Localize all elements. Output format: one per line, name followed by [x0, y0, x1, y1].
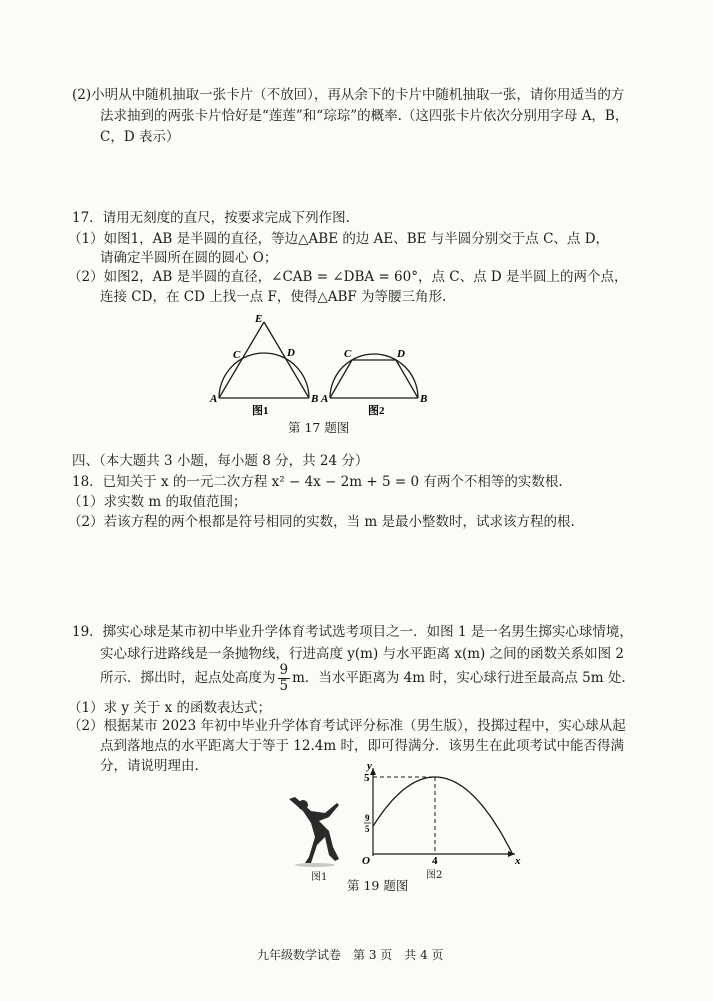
- q17-fig2: [320, 310, 430, 425]
- q19-fig1-caption: 图1: [311, 872, 328, 883]
- q18-line2: （1）求实数 m 的取值范围；: [68, 494, 247, 510]
- fig2-label-a: A: [321, 393, 329, 405]
- q19-line2: 实心球行进路线是一条抛物线，行进高度 y(m) 与水平距离 x(m) 之间的函数关系如图 2: [100, 646, 624, 662]
- fig1-label-d: D: [287, 347, 295, 359]
- q19-graph: [355, 760, 525, 880]
- q17-line1: 17．请用无刻度的直尺，按要求完成下列作图.: [72, 210, 350, 226]
- q19-frac-num: 9: [279, 662, 289, 678]
- fig1-label-b: B: [311, 393, 319, 405]
- q19-line3-b: m．当水平距离为 4m 时，实心球行进至最高点 5m 处.: [292, 670, 626, 686]
- q19-frac-den: 5: [279, 678, 289, 694]
- q19-fig2-caption: 图2: [426, 870, 443, 881]
- fig1-label-e: E: [255, 313, 263, 325]
- graph-y-tick-5: 5: [364, 772, 370, 784]
- q17-line3: 请确定半圆所在圆的圆心 O；: [100, 250, 278, 266]
- q17-caption: 第 17 题图: [288, 420, 350, 435]
- graph-x-label: x: [515, 855, 521, 867]
- q19-line3: [100, 663, 626, 694]
- q18-line1: 18．已知关于 x 的一元二次方程 x² − 4x − 2m + 5 = 0 有两个不相等的实数根.: [72, 474, 563, 490]
- q19-line1: 19．掷实心球是某市初中毕业升学体育考试选考项目之一．如图 1 是一名男生掷实心球情境，: [72, 624, 633, 640]
- q19-height-fraction: [278, 663, 291, 694]
- fig2-caption: 图2: [368, 405, 385, 417]
- section4-heading: 四、（本大题共 3 小题，每小题 8 分，共 24 分）: [72, 453, 369, 469]
- fig2-label-d: D: [397, 348, 405, 360]
- q17-line5: 连接 CD，在 CD 上找一点 F，使得△ABF 为等腰三角形.: [100, 289, 447, 305]
- q17-fig1: [205, 310, 325, 425]
- q19-line5: （2）根据某市 2023 年初中毕业升学体育考试评分标准（男生版），投掷过程中，实心球从起: [68, 718, 626, 734]
- q19-line6: 点到落地点的水平距离大于等于 12.4m 时，即可得满分．该男生在此项考试中能否得满: [100, 738, 624, 754]
- fig2-label-c: C: [344, 348, 352, 360]
- fig2-segment-ac: [330, 360, 352, 398]
- graph-y-label: y: [367, 760, 372, 772]
- q19-caption: 第 19 题图: [347, 878, 409, 893]
- fig2-label-b: B: [420, 393, 428, 405]
- q19-line4: （1）求 y 关于 x 的函数表达式；: [68, 700, 271, 716]
- q16-part2-line3: C，D 表示）: [100, 129, 180, 145]
- graph-x-tick-4: 4: [432, 855, 438, 867]
- q18-line3: （2）若该方程的两个根都是符号相同的实数，当 m 是最小整数时，试求该方程的根.: [68, 514, 575, 530]
- fig1-side-be: [264, 322, 309, 398]
- parabola-curve: [373, 777, 513, 854]
- q17-line2: （1）如图1，AB 是半圆的直径，等边△ABE 的边 AE、BE 与半圆分别交于点 C、点 D，: [68, 231, 610, 247]
- fig1-label-c: C: [233, 349, 241, 361]
- graph-y-tick-frac-num: 9: [365, 813, 370, 823]
- page-footer: 九年级数学试卷 第 3 页 共 4 页: [257, 948, 444, 962]
- fig1-side-ae: [219, 322, 264, 398]
- q16-part2-line1: (2)小明从中随机抽取一张卡片（不放回），再从余下的卡片中随机抽取一张，请你用适当的方: [72, 87, 625, 103]
- fig1-label-a: A: [210, 393, 218, 405]
- fig2-segment-bd: [396, 360, 418, 398]
- graph-y-tick-frac-den: 5: [365, 824, 370, 834]
- q19-thrower-figure: [285, 793, 345, 868]
- q17-line4: （2）如图2，AB 是半圆的直径，∠CAB = ∠DBA = 60°，点 C、点 D 是半圆上的两个点，: [68, 269, 628, 285]
- q16-part2-line2: 法求抽到的两张卡片恰好是“莲莲”和“琮琮”的概率.（这四张卡片依次分别用字母 A，B，: [100, 108, 629, 124]
- q19-line3-a: 所示．掷出时，起点处高度为: [100, 670, 276, 686]
- graph-origin-label: O: [362, 855, 370, 867]
- q19-line7: 分，请说明理由.: [100, 758, 199, 774]
- fig1-caption: 图1: [252, 405, 269, 417]
